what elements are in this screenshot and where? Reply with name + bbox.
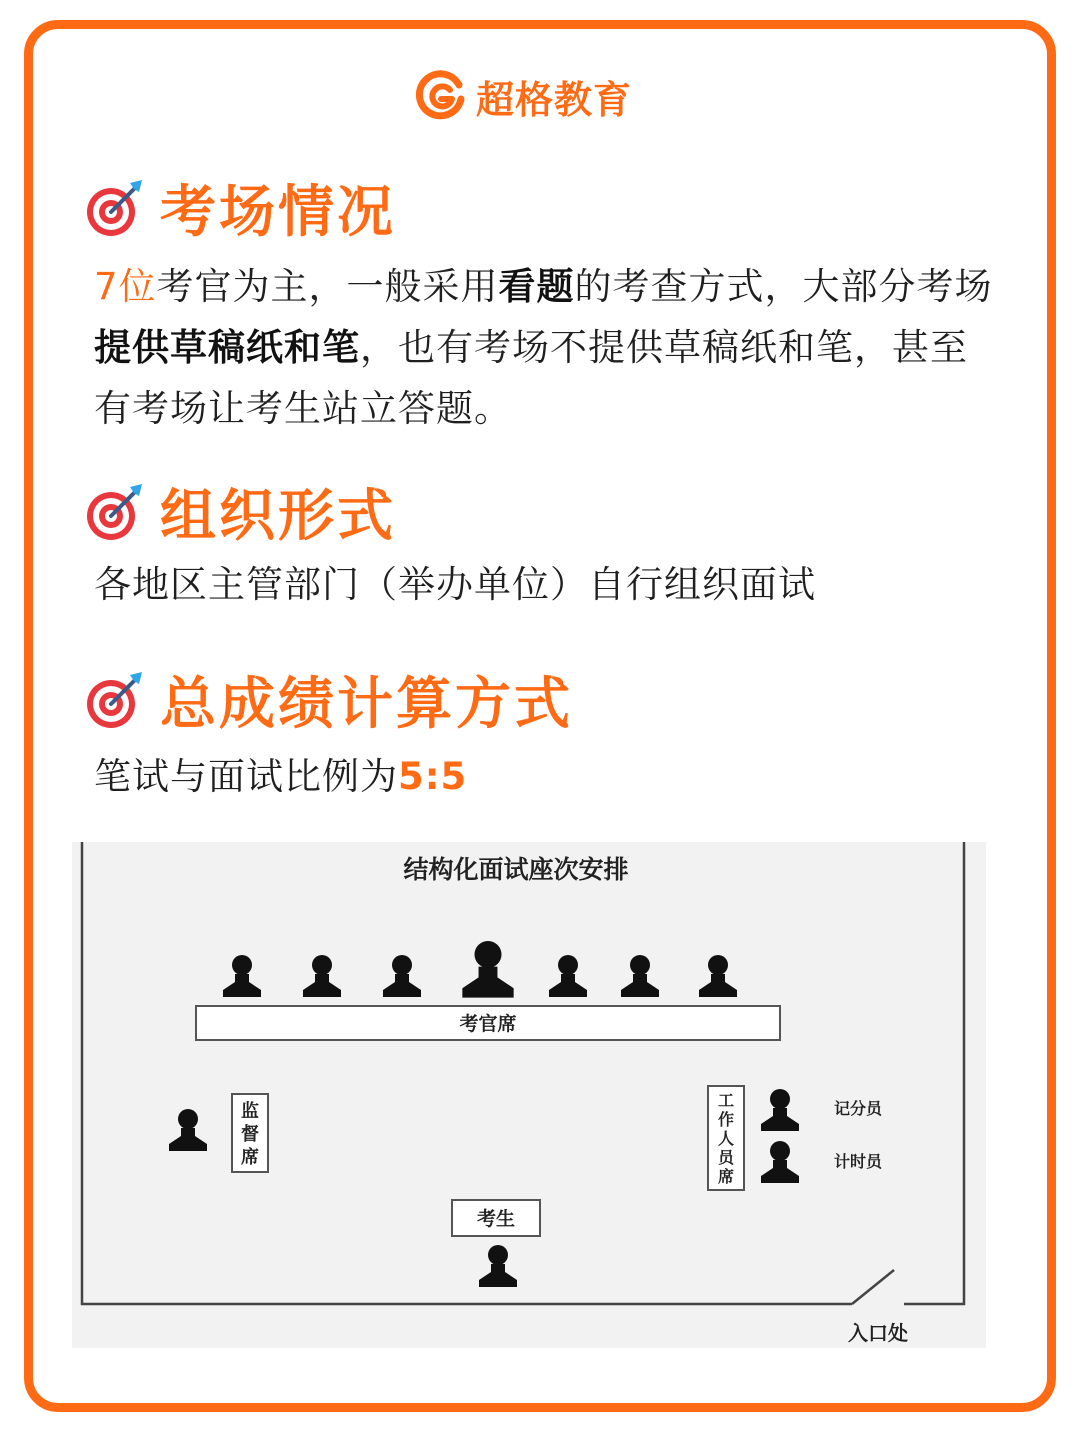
target-dart-icon [84, 481, 146, 543]
examiner-person-icon [549, 955, 587, 997]
supervisor-seat-label: 监督席 [241, 1101, 259, 1168]
entrance-label: 入口处 [848, 1321, 908, 1345]
section-title: 总成绩计算方式 [160, 672, 573, 737]
section-exam-room-body [94, 256, 994, 439]
ratio-value: 5:5 [398, 755, 468, 798]
examiner-person-icon [699, 955, 737, 997]
body-text: 考官为主，一般采用 [156, 265, 499, 308]
brand-name: 超格教育 [476, 77, 633, 122]
brand-logo [414, 66, 632, 126]
candidate-label: 考生 [476, 1208, 516, 1230]
brand-g-logo-icon [414, 69, 468, 123]
examiner-person-icon [303, 955, 341, 997]
body-text: 各地区主管部门（举办单位）自行组织面试 [94, 563, 816, 606]
section-score-heading [84, 660, 573, 740]
section-title: 组织形式 [160, 484, 396, 549]
scorer-label: 记分员 [834, 1099, 883, 1118]
target-dart-icon [84, 177, 146, 239]
section-score-body [94, 746, 994, 807]
examiner-table-label: 考官席 [459, 1013, 517, 1035]
timer-label: 计时员 [834, 1152, 883, 1171]
target-dart-icon [84, 669, 146, 731]
section-title: 考场情况 [160, 180, 396, 245]
highlight-number: 7位 [94, 265, 157, 308]
section-exam-room-heading [84, 168, 396, 248]
examiner-person-icon [223, 955, 261, 997]
timer-person-icon [761, 1141, 799, 1183]
scorer-person-icon [761, 1089, 799, 1131]
bold-text: 提供草稿纸和笔 [94, 326, 360, 369]
seating-diagram [72, 842, 986, 1348]
supervisor-person-icon [169, 1109, 207, 1151]
entrance-door [852, 1270, 894, 1304]
examiner-row [223, 941, 737, 998]
chief-examiner-person-icon [462, 941, 513, 998]
examiner-person-icon [383, 955, 421, 997]
body-text: ，也有考场不提供草稿纸和笔，甚至有考场让考生站立答题。 [94, 326, 968, 430]
section-organization-body [94, 554, 994, 615]
staff-seat-label: 工作人员席 [717, 1091, 735, 1186]
diagram-title: 结构化面试座次安排 [403, 855, 629, 884]
body-text: 笔试与面试比例为 [94, 755, 398, 798]
bold-text: 看题 [498, 265, 575, 308]
body-text: 的考查方式，大部分考场 [574, 265, 993, 308]
section-organization-heading [84, 472, 396, 552]
seating-diagram-svg [72, 842, 986, 1348]
examiner-person-icon [621, 955, 659, 997]
candidate-person-icon [479, 1245, 517, 1287]
